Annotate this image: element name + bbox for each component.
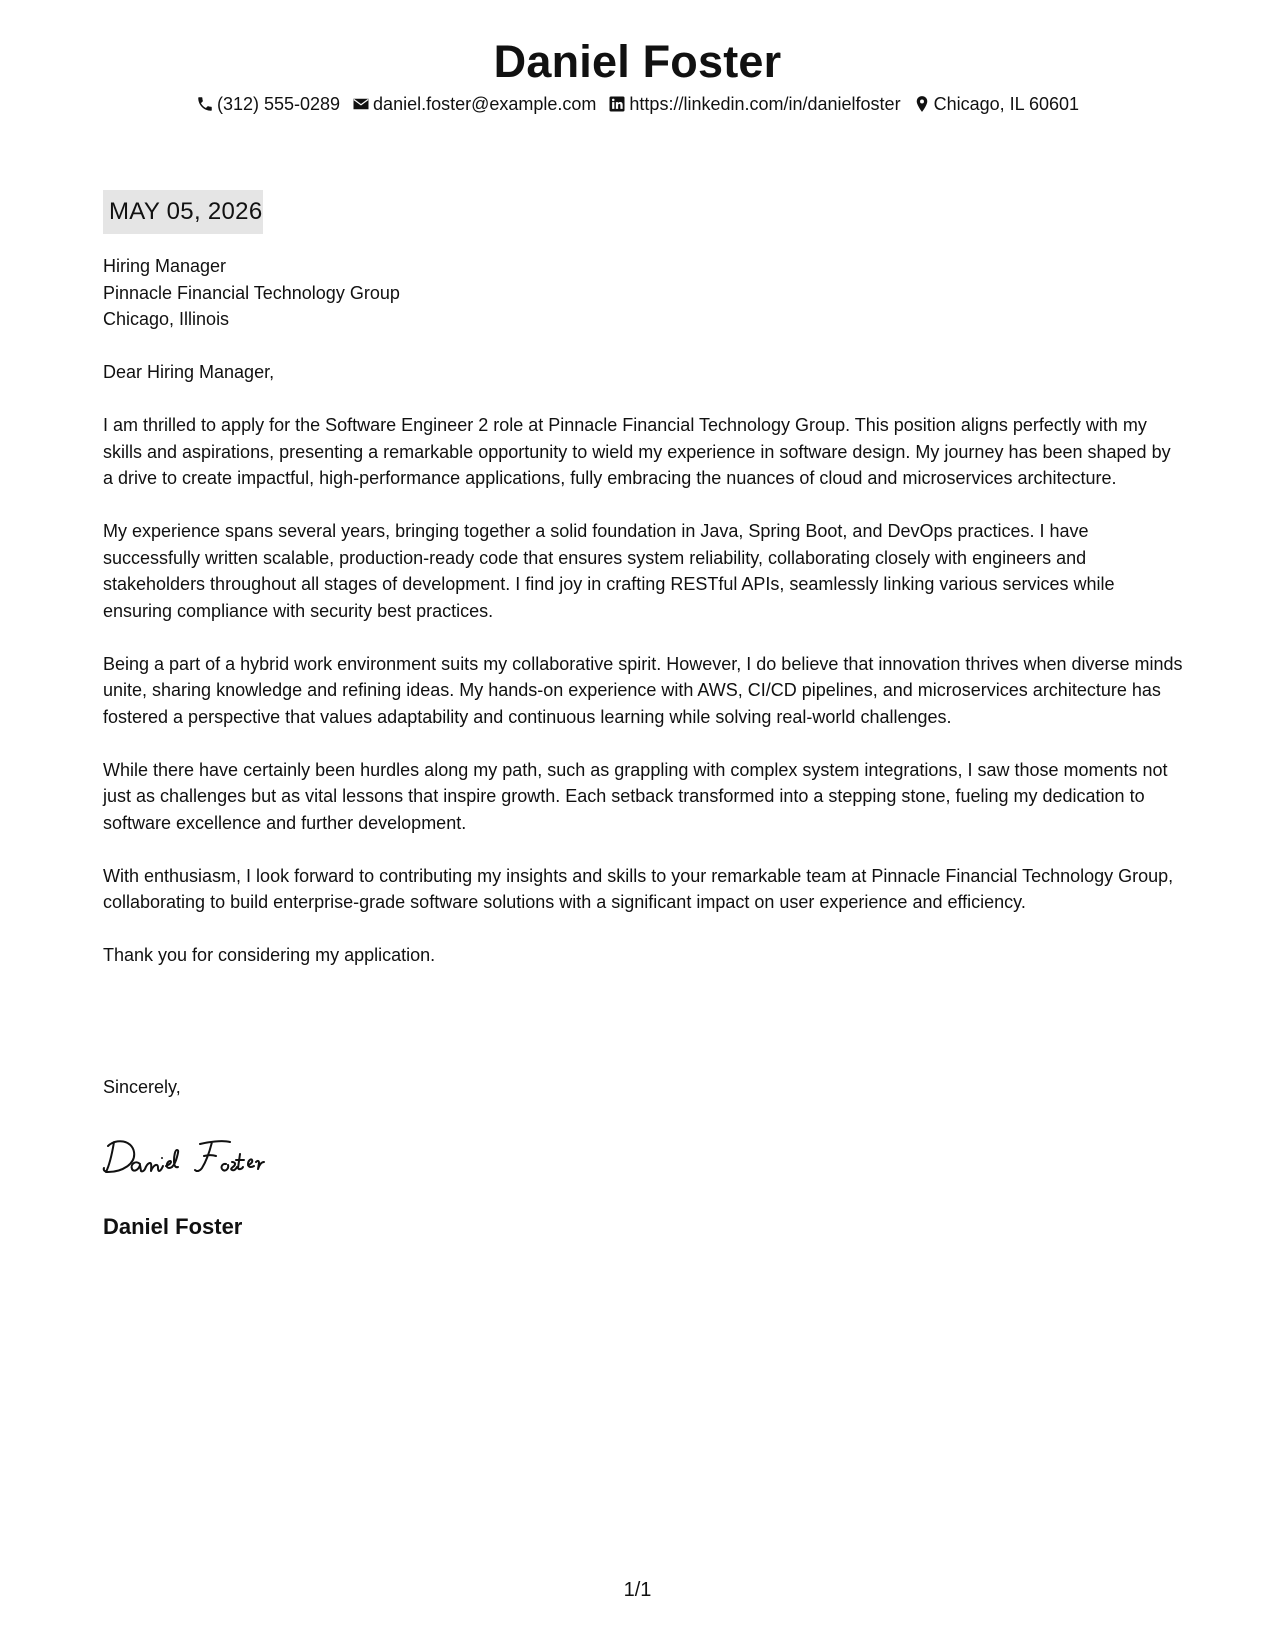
contact-location — [913, 92, 1079, 116]
applicant-name: Daniel Foster — [493, 36, 782, 87]
body-paragraph: Thank you for considering my application. — [103, 945, 436, 965]
letter-date: MAY 05, 2026 — [103, 190, 263, 234]
contact-bar — [0, 92, 1275, 116]
location-text: Chicago, IL 60601 — [933, 94, 1080, 114]
map-pin-icon — [913, 95, 931, 113]
closing: Sincerely, — [103, 1077, 181, 1097]
salutation: Dear Hiring Manager, — [103, 362, 275, 382]
recipient-location: Chicago, Illinois — [103, 309, 230, 329]
contact-phone — [196, 92, 340, 116]
linkedin-text: https://linkedin.com/in/danielfoster — [629, 94, 901, 114]
contact-linkedin[interactable] — [608, 92, 900, 116]
phone-text: (312) 555-0289 — [216, 94, 341, 114]
handwritten-signature — [100, 1128, 310, 1184]
contact-email[interactable] — [352, 92, 596, 116]
linkedin-icon — [608, 95, 626, 113]
recipient-title: Hiring Manager — [103, 256, 227, 276]
body-paragraph: While there have certainly been hurdles along my path, such as grappling with complex system integrations, I saw those moments not just as challenges but as vital lessons that inspire growth. Each setback transformed into a stepping stone, fueling my dedication to software excellence and further development. — [103, 759, 1168, 833]
recipient-block — [103, 253, 1183, 333]
letter-body — [103, 253, 1183, 995]
body-paragraph: With enthusiasm, I look forward to contributing my insights and skills to your remarkable team at Pinnacle Financial Technology Group, collaborating to build enterprise-grade software solutions with a significant impact on user experience and efficiency. — [103, 865, 1174, 912]
recipient-company: Pinnacle Financial Technology Group — [103, 282, 400, 303]
email-text: daniel.foster@example.com — [373, 94, 597, 114]
phone-icon — [196, 95, 214, 113]
body-paragraph: My experience spans several years, bringing together a solid foundation in Java, Spring Boot, and DevOps practices. I have successfully written scalable, production-ready code that ensures system reliability, collaborating closely with engineers and stakeholders throughout all stages of development. I find joy in crafting RESTful APIs, seamlessly linking various services while ensuring compliance with security best practices. — [103, 521, 1115, 621]
signed-name: Daniel Foster — [103, 1214, 243, 1239]
body-paragraph: I am thrilled to apply for the Software Engineer 2 role at Pinnacle Financial Technology Group. This position aligns perfectly with my skills and aspirations, presenting a remarkable opportunity to wield my experience in software design. My journey has been shaped by a drive to create impactful, high-performance applications, fully embracing the nuances of cloud and microservices architecture. — [103, 415, 1171, 488]
body-paragraph: Being a part of a hybrid work environment suits my collaborative spirit. However, I do believe that innovation thrives when diverse minds unite, sharing knowledge and refining ideas. My hands-on experience with AWS, CI/CD pipelines, and microservices architecture has fostered a perspective that values adaptability and continuous learning while solving real-world challenges. — [103, 653, 1183, 727]
page-number: 1/1 — [623, 1579, 652, 1601]
envelope-icon — [352, 95, 370, 113]
